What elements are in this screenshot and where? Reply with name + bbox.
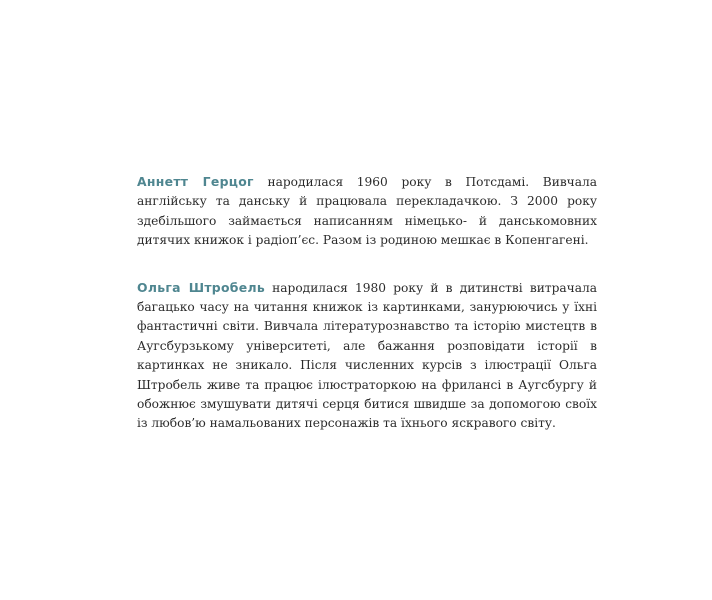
author-bio-text: народилася 1960 року в Потсдамі. Вивчала англійську та данську й працювала перекладачкою. З 2000 року здебільшого займається написанням німецько- й данськомовних дитячих книжок і радіоп’єс. Разом із родиною мешкає в Копенгагені. [137,175,598,248]
illustrator-name: Ольга Штробель [137,279,265,295]
illustrator-bio-text: народилася 1980 року й в дитинстві витрачала багацько часу на читання книжок із картинками, занурюючись у їхні фантастичні світи. Вивчала літературознавство та історію мистецтв в Аугсбурзькому університеті, але бажання розповідати історії в картинках не зникало. Після численних курсів з ілюстрації Ольга Штробель живе та працює ілюстраторкою на фрилансі в Аугсбургу й обожнює змушувати дитячі серця битися швидше за допомогою своїх із любов’ю намальованих персонажів та їхнього яскравого світу. [137,280,597,431]
author-name: Аннетт Герцог [137,174,254,189]
author-bio-herzog [137,172,597,251]
illustrator-bio-strobel [137,278,597,434]
author-bios [137,172,597,434]
